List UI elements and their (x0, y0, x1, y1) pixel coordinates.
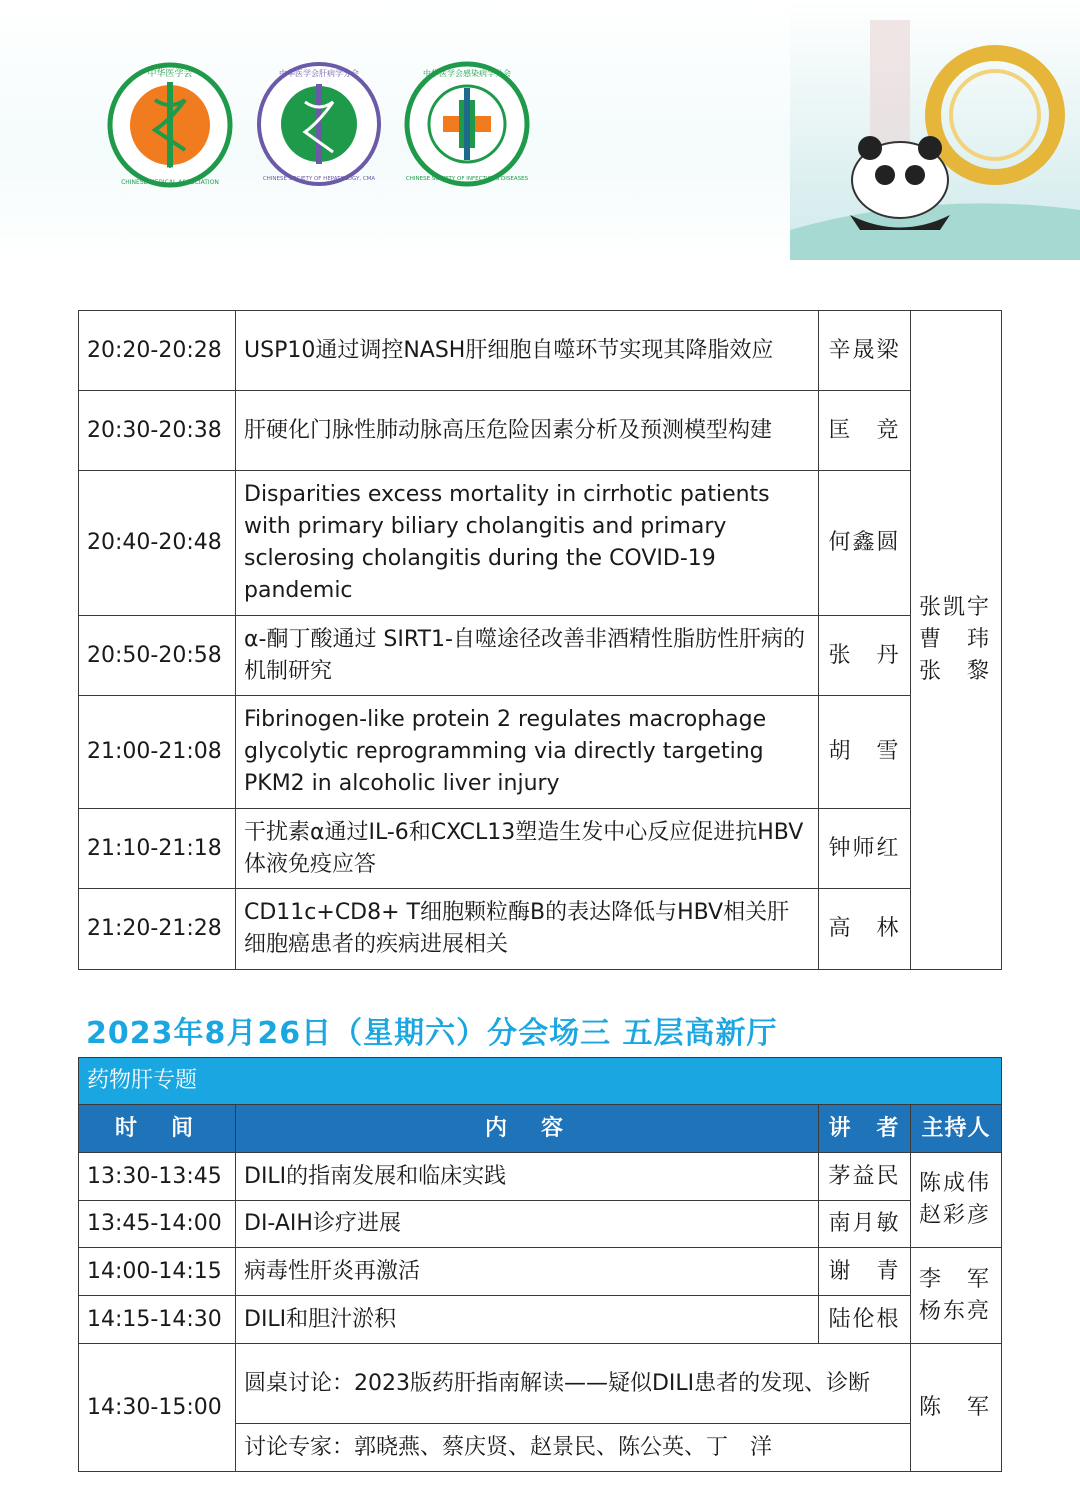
topic-bar (79, 1058, 1002, 1105)
host-cell (911, 1248, 1002, 1344)
time-cell: 20:20-20:28 (79, 311, 236, 391)
table-header-row (79, 1105, 1002, 1153)
content-cell: USP10通过调控NASH肝细胞自噬环节实现其降脂效应 (236, 311, 819, 391)
speaker-cell: 谢 青 (819, 1248, 911, 1296)
host-name: 赵彩彦 (919, 1203, 992, 1228)
speaker-cell: 茅益民 (819, 1153, 911, 1201)
roundtable-row (79, 1344, 1002, 1424)
header-content: 内 容 (236, 1105, 819, 1153)
svg-text:CHINESE SOCIETY OF INFECTIOUS: CHINESE SOCIETY OF INFECTIOUS DISEASES (405, 176, 529, 182)
host-cell (911, 311, 1002, 970)
header-speaker: 讲 者 (819, 1105, 911, 1153)
cma-logo (105, 60, 235, 190)
time-cell: 20:40-20:48 (79, 471, 236, 616)
speaker-cell: 匡 竞 (819, 391, 911, 471)
host-name: 张凯宇 (919, 595, 992, 620)
time-cell: 20:30-20:38 (79, 391, 236, 471)
time-cell: 21:20-21:28 (79, 889, 236, 970)
speaker-cell: 钟师红 (819, 809, 911, 889)
svg-text:中华医学会: 中华医学会 (147, 69, 193, 79)
session2-schedule-table (78, 1057, 1002, 1472)
header-time: 时 间 (79, 1105, 236, 1153)
content-cell: CD11c+CD8+ T细胞颗粒酶B的表达降低与HBV相关肝细胞癌患者的疾病进展相关 (236, 889, 819, 970)
time-cell: 14:30-15:00 (79, 1344, 236, 1472)
time-cell: 20:50-20:58 (79, 616, 236, 696)
speaker-cell: 张 丹 (819, 616, 911, 696)
speaker-cell: 南月敏 (819, 1201, 911, 1248)
infectious-diseases-society-logo (403, 60, 531, 188)
content-cell: DILI和胆汁淤积 (236, 1296, 819, 1344)
svg-text:CHINESE MEDICAL ASSOCIATION: CHINESE MEDICAL ASSOCIATION (121, 179, 219, 186)
hepatology-society-logo (255, 60, 383, 188)
time-cell: 14:00-14:15 (79, 1248, 236, 1296)
host-name: 张 黎 (919, 659, 992, 684)
table-row (79, 616, 1002, 696)
header-host: 主持人 (911, 1105, 1002, 1153)
time-cell: 13:45-14:00 (79, 1201, 236, 1248)
speaker-cell: 何鑫圆 (819, 471, 911, 616)
table-row (79, 889, 1002, 970)
time-cell: 21:00-21:08 (79, 696, 236, 809)
panda-decoration (790, 0, 1080, 260)
time-cell: 14:15-14:30 (79, 1296, 236, 1344)
content-cell: DI-AIH诊疗进展 (236, 1201, 819, 1248)
content-cell: DILI的指南发展和临床实践 (236, 1153, 819, 1201)
time-cell: 21:10-21:18 (79, 809, 236, 889)
svg-text:1915: 1915 (161, 166, 179, 174)
table-row (79, 311, 1002, 391)
section-title: 2023年8月26日（星期六）分会场三 五层高新厅 (86, 1016, 778, 1051)
table-row (79, 696, 1002, 809)
speaker-cell: 胡 雪 (819, 696, 911, 809)
svg-text:CHINESE SOCIETY OF HEPATOLOGY,: CHINESE SOCIETY OF HEPATOLOGY, CMA (262, 176, 376, 182)
content-cell: 干扰素α通过IL-6和CXCL13塑造生发中心反应促进抗HBV体液免疫应答 (236, 809, 819, 889)
svg-text:中华医学会感染病学分会: 中华医学会感染病学分会 (423, 69, 511, 78)
topic-title: 药物肝专题 (79, 1058, 1002, 1105)
content-cell: Disparities excess mortality in cirrhotic patients with primary biliary cholangitis and primary sclerosing cholangitis during the COVID-19 pandemic (236, 471, 819, 616)
host-name: 杨东亮 (919, 1298, 992, 1324)
roundtable-experts: 讨论专家：郭晓燕、蔡庆贤、赵景民、陈公英、丁 洋 (236, 1424, 911, 1472)
table-row (79, 1201, 1002, 1248)
content-cell: 肝硬化门脉性肺动脉高压危险因素分析及预测模型构建 (236, 391, 819, 471)
speaker-cell: 高 林 (819, 889, 911, 970)
host-cell: 陈 军 (911, 1344, 1002, 1472)
page-header (0, 0, 1080, 260)
content-cell: Fibrinogen-like protein 2 regulates macrophage glycolytic reprogramming via directly targeting PKM2 in alcoholic liver injury (236, 696, 819, 809)
speaker-cell: 辛晟梁 (819, 311, 911, 391)
host-name: 陈成伟 (919, 1171, 992, 1196)
host-name: 李 军 (919, 1266, 992, 1292)
table-row (79, 1153, 1002, 1201)
table-row (79, 809, 1002, 889)
roundtable-title: 圆桌讨论：2023版药肝指南解读——疑似DILI患者的发现、诊断 (236, 1344, 911, 1424)
content-cell: α-酮丁酸通过 SIRT1-自噬途径改善非酒精性脂肪性肝病的机制研究 (236, 616, 819, 696)
content-cell: 病毒性肝炎再激活 (236, 1248, 819, 1296)
table-row (79, 1296, 1002, 1344)
session1-schedule-table (78, 310, 1002, 970)
table-row (79, 1248, 1002, 1296)
speaker-cell: 陆伦根 (819, 1296, 911, 1344)
time-cell: 13:30-13:45 (79, 1153, 236, 1201)
host-name: 曹 玮 (919, 627, 992, 652)
svg-text:中华医学会肝病学分会: 中华医学会肝病学分会 (279, 69, 359, 78)
table-row (79, 471, 1002, 616)
host-cell (911, 1153, 1002, 1248)
table-row (79, 391, 1002, 471)
